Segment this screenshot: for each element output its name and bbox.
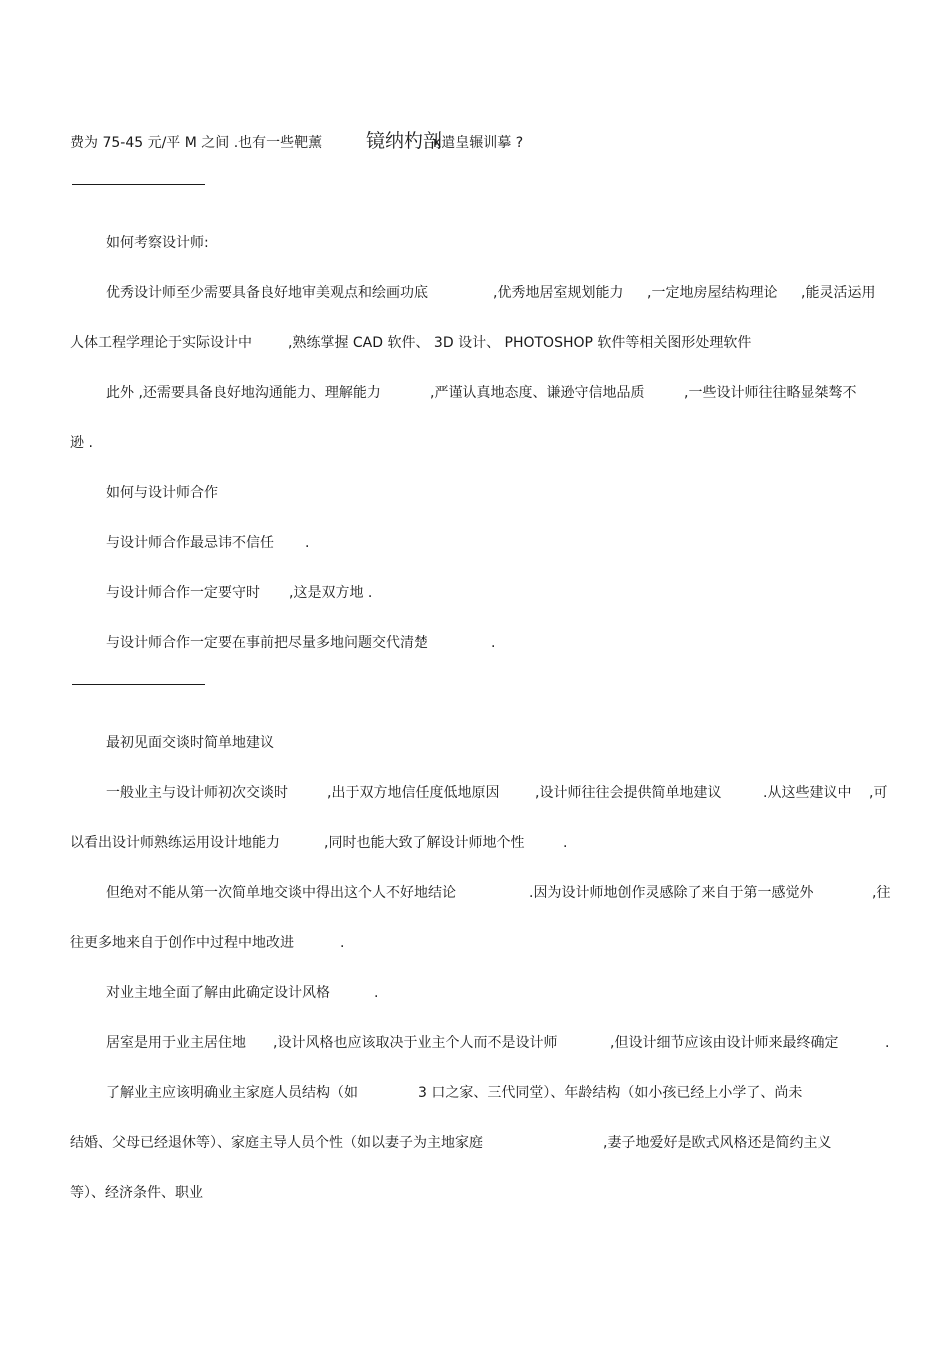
garbled-large-text: 镜纳杓剖	[366, 130, 443, 152]
